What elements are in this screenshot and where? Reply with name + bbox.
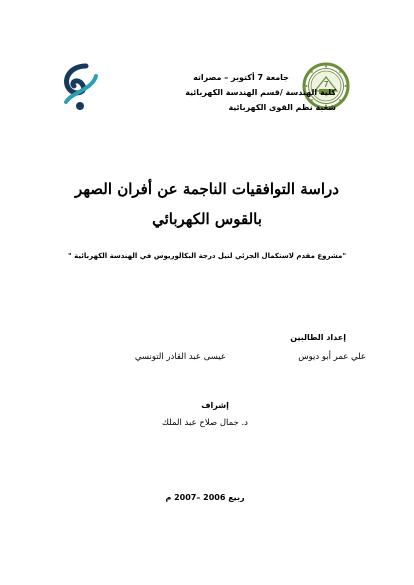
supervision-label: إشراف <box>201 401 229 410</box>
university-name: جامعة 7 أكتوبر – مصراته <box>193 73 289 82</box>
supervisor-name: د. جمال صلاح عبد الملك <box>162 418 248 428</box>
student-name-2: عيسى عبد القادر التونسي <box>134 352 226 362</box>
student-name-1: علي عمر أبو ديوس <box>298 352 366 362</box>
institution-header <box>146 70 336 115</box>
thesis-title <box>40 174 374 234</box>
prepared-by-label: إعداد الطالبين <box>290 333 346 342</box>
svg-text:7: 7 <box>323 80 329 89</box>
thesis-title-line-1: دراسة التوافقيات الناجمة عن أفران الصهر <box>75 180 339 198</box>
submission-date: ربيع 2006 –2007 م <box>165 493 245 502</box>
thesis-title-line-2: بالقوس الكهربائي <box>152 210 262 228</box>
division-name: شعبة نظم القوى الكهربائية <box>228 103 336 112</box>
thesis-subtitle: "مشروع مقدم لاستكمال الجزئي لنيل درجة البكالوريوس في الهندسة الكهربائية " <box>68 252 346 260</box>
faculty-department: كلية الهندسة /قسم الهندسة الكهربائية <box>185 88 336 97</box>
department-logo-icon <box>58 62 100 112</box>
